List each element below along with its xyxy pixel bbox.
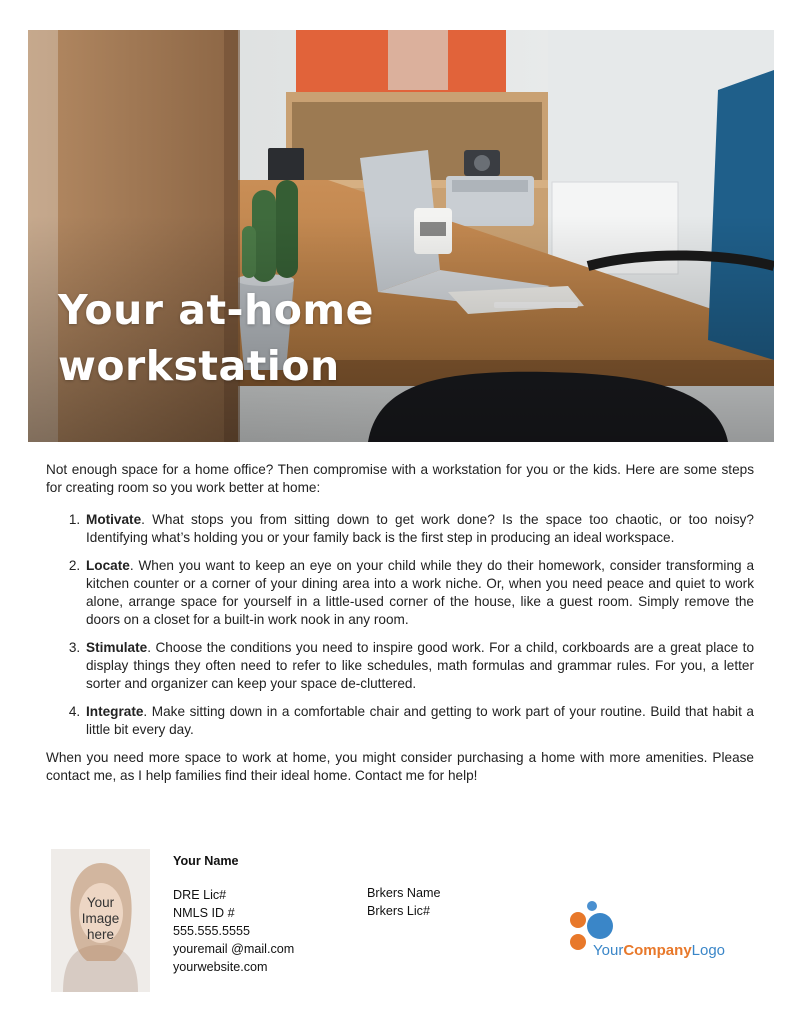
- step-text: . Choose the conditions you need to inspire good work. For a child, corkboards are a great place to display things they often need to refer to like schedules, math formulas and grammar rules. For you, a letter sorter and organizer can keep your space de-cluttered.: [86, 640, 754, 691]
- logo-text-logo: Logo: [691, 942, 726, 959]
- company-logo-text: [593, 942, 725, 960]
- logo-text-your: Your: [593, 942, 624, 959]
- list-item: [84, 639, 754, 693]
- agent-name: Your Name: [173, 854, 239, 868]
- nmls-id: NMLS ID #: [173, 906, 235, 920]
- step-title: Integrate: [86, 704, 144, 719]
- avatar: [51, 849, 150, 992]
- step-title: Locate: [86, 558, 130, 573]
- steps-list: [46, 511, 754, 739]
- article-body: [46, 461, 754, 785]
- intro-paragraph: Not enough space for a home office? Then compromise with a workstation for you or the kids. Here are some steps for creating room so you work better at home:: [46, 462, 754, 495]
- step-title: Stimulate: [86, 640, 148, 655]
- hero-banner: [28, 30, 774, 442]
- step-title: Motivate: [86, 512, 142, 527]
- broker-contact: [367, 884, 440, 920]
- phone-number: 555.555.5555: [173, 924, 251, 938]
- photo-placeholder-text: Your Image here: [81, 895, 120, 942]
- list-item: [84, 511, 754, 547]
- dre-license: DRE Lic#: [173, 888, 227, 902]
- email-address[interactable]: youremail @mail.com: [173, 942, 295, 956]
- list-item: [84, 557, 754, 629]
- step-text: . What stops you from sitting down to get work done? Is the space too chaotic, or too noisy? Identifying what’s holding you or your family back is the first step in producing an ideal workspace.: [86, 512, 754, 545]
- agent-contact: [173, 852, 294, 976]
- closing-paragraph: When you need more space to work at home, you might consider purchasing a home with more amenities. Please contact me, as I help families find their ideal home. Contact me for help!: [46, 750, 754, 783]
- step-text: . Make sitting down in a comfortable chair and getting to work part of your routine. Build that habit a little bit every day.: [86, 704, 754, 737]
- step-text: . When you want to keep an eye on your child while they do their homework, consider transforming a kitchen counter or a corner of your dining area into a work niche. Or, when you need peace and quiet to work alone, arrange space for yourself in a little-used corner of the house, like a guest room. Simply remove the doors on a closet for a built-in work nook in any room.: [86, 558, 754, 627]
- website-link[interactable]: yourwebsite.com: [173, 960, 268, 974]
- logo-text-company: Company: [623, 942, 692, 959]
- list-item: [84, 703, 754, 739]
- company-logo: [566, 900, 756, 960]
- title-line-2: workstation: [58, 342, 340, 390]
- page-title: [58, 282, 374, 394]
- title-line-1: Your at-home: [58, 286, 374, 334]
- broker-name: Brkers Name: [367, 886, 441, 900]
- broker-license: Brkers Lic#: [367, 904, 430, 918]
